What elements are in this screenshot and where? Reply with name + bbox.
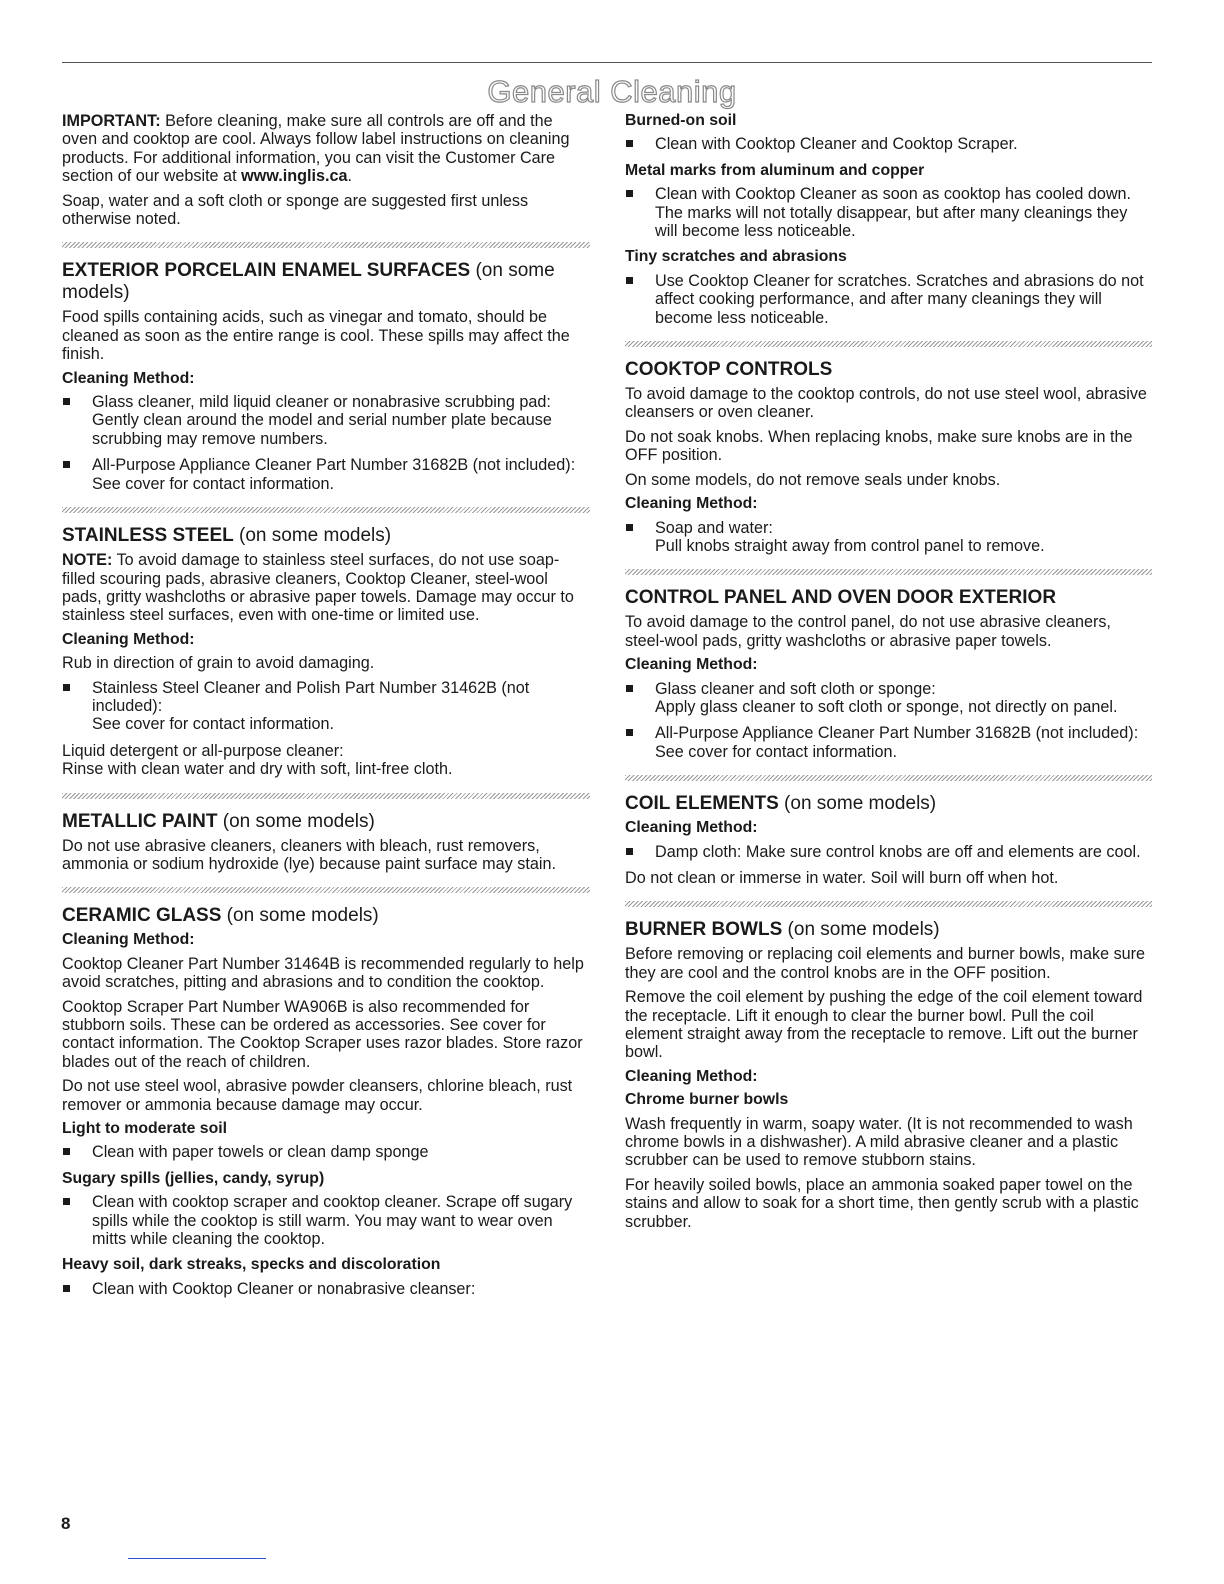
control-panel-method-label: Cleaning Method: <box>625 656 758 674</box>
control-panel-bullet1-a: Glass cleaner and soft cloth or sponge: <box>655 679 936 698</box>
metallic-title: METALLIC PAINT <box>62 810 218 832</box>
section-separator <box>625 775 1152 781</box>
list-item <box>625 519 1152 556</box>
important-period: . <box>347 167 353 186</box>
metallic-heading <box>62 811 590 833</box>
control-panel-bullet1-b: Apply glass cleaner to soft cloth or sponge, not directly on panel. <box>655 697 1118 716</box>
left-column <box>62 112 590 1306</box>
burner-bowls-p3: Wash frequently in warm, soapy water. (It is not recommended to wash chrome bowls in a dishwasher). A mild abrasive cleaner and a plastic scrubber can be used to remove stubborn stains. <box>625 1114 1133 1170</box>
ceramic-p3: Do not use steel wool, abrasive powder cleansers, chlorine bleach, rust remover or ammonia because damage may occur. <box>62 1077 573 1114</box>
control-panel-heading <box>625 587 1152 609</box>
tiny-scratches-label: Tiny scratches and abrasions <box>625 248 847 266</box>
burner-bowls-method-label: Cleaning Method: <box>625 1067 758 1085</box>
page-number: 8 <box>61 1514 71 1533</box>
important-paragraph <box>62 112 590 186</box>
list-item: Damp cloth: Make sure control knobs are off and elements are cool. <box>625 843 1152 861</box>
ceramic-method-label: Cleaning Method: <box>62 931 195 949</box>
control-panel-list <box>625 680 1152 762</box>
chrome-bowls-label: Chrome burner bowls <box>625 1091 789 1109</box>
website-link[interactable]: www.inglis.ca <box>241 167 348 186</box>
cooktop-controls-bullet-b: Pull knobs straight away from control panel to remove. <box>655 536 1045 555</box>
porcelain-method-list <box>62 393 590 493</box>
porcelain-bullet1-a: Glass cleaner, mild liquid cleaner or nonabrasive scrubbing pad: <box>92 393 551 412</box>
tiny-scratches-list <box>625 272 1152 327</box>
cooktop-controls-title: COOKTOP CONTROLS <box>625 359 833 381</box>
section-separator <box>62 793 590 799</box>
list-item: Clean with paper towels or clean damp sponge <box>62 1143 590 1161</box>
stainless-bullet1-b: See cover for contact information. <box>92 715 335 734</box>
light-soil-list <box>62 1143 590 1161</box>
list-item: Clean with cooktop scraper and cooktop cleaner. Scrape off sugary spills while the cooktop is still warm. You may want to wear oven mitts while cleaning the cooktop. <box>62 1193 590 1248</box>
porcelain-bullet2-a: All-Purpose Appliance Cleaner Part Number 31682B (not included): <box>92 456 576 475</box>
ceramic-p1: Cooktop Cleaner Part Number 31464B is recommended regularly to help avoid scratches, pitting and abrasions and to condition the cooktop. <box>62 954 584 992</box>
list-item: Clean with Cooktop Cleaner as soon as cooktop has cooled down. The marks will not totally disappear, but after many cleanings they will become less noticeable. <box>625 185 1152 240</box>
list-item <box>62 456 590 493</box>
ceramic-p2: Cooktop Scraper Part Number WA906B is also recommended for stubborn soils. These can be ordered as accessories. See cover for contact information. The Cooktop Scraper uses razor blades. Store razor blades out of the reach of children. <box>62 997 583 1071</box>
ceramic-suffix: (on some models) <box>221 905 379 927</box>
top-rule <box>62 62 1152 63</box>
right-column <box>625 112 1152 1237</box>
burner-bowls-title: BURNER BOWLS <box>625 919 783 941</box>
porcelain-suffix: (on some models) <box>62 260 555 304</box>
stainless-note-label: NOTE: <box>62 551 113 570</box>
bottom-line <box>128 1558 266 1559</box>
stainless-liquid <box>62 742 590 779</box>
stainless-title: STAINLESS STEEL <box>62 525 234 547</box>
stainless-rub: Rub in direction of grain to avoid damaging. <box>62 654 375 673</box>
section-separator <box>62 242 590 248</box>
coil-suffix: (on some models) <box>778 793 937 815</box>
stainless-bullet1-a: Stainless Steel Cleaner and Polish Part Number 31462B (not included): <box>92 678 530 715</box>
metal-marks-label: Metal marks from aluminum and copper <box>625 161 925 179</box>
section-separator <box>625 341 1152 347</box>
burner-bowls-p1: Before removing or replacing coil elements and burner bowls, make sure they are cool and the control knobs are in the OFF position. <box>625 945 1146 982</box>
control-panel-title: CONTROL PANEL AND OVEN DOOR EXTERIOR <box>625 587 1057 609</box>
important-text: Before cleaning, make sure all controls are off and the oven and cooktop are cool. Always follow label instructions on cleaning products. For additional information, you can visit the Customer Care section of our website at <box>62 112 570 186</box>
porcelain-title: EXTERIOR PORCELAIN ENAMEL SURFACES <box>62 260 471 282</box>
stainless-method-list <box>62 679 590 734</box>
metal-marks-list <box>625 185 1152 240</box>
porcelain-bullet2-b: See cover for contact information. <box>92 474 335 493</box>
section-separator <box>625 901 1152 907</box>
cooktop-controls-heading <box>625 359 1152 381</box>
coil-heading <box>625 793 1152 815</box>
stainless-liquid-b: Rinse with clean water and dry with soft, lint-free cloth. <box>62 760 453 779</box>
cooktop-controls-p1: To avoid damage to the cooktop controls, do not use steel wool, abrasive cleansers or oven cleaner. <box>625 385 1147 422</box>
list-item: Clean with Cooktop Cleaner or nonabrasive cleanser: <box>62 1280 590 1298</box>
stainless-note-text: To avoid damage to stainless steel surfaces, do not use soap-filled scouring pads, abrasive cleaners, Cooktop Cleaner, steel-wool pads, gritty washcloths or abrasive paper towels. Damage may occur to stainless steel surfaces, even with one-time or limited use. <box>62 551 574 625</box>
important-label: IMPORTANT: <box>62 112 161 130</box>
burner-bowls-p2: Remove the coil element by pushing the edge of the coil element toward the receptacle. Lift it enough to clear the burner bowl. Pull the coil element straight away from the receptacle to remove. Lift out the burner bowl. <box>625 988 1143 1062</box>
section-separator <box>62 887 590 893</box>
porcelain-text: Food spills containing acids, such as vinegar and tomato, should be cleaned as soon as the entire range is cool. These spills may affect the finish. <box>62 308 570 364</box>
burner-bowls-p4: For heavily soiled bowls, place an ammonia soaked paper towel on the stains and allow to soak for a short time, then gently scrub with a plastic scrubber. <box>625 1175 1139 1231</box>
list-item <box>625 724 1152 761</box>
burned-soil-label: Burned-on soil <box>625 112 737 129</box>
metallic-suffix: (on some models) <box>217 810 375 832</box>
control-panel-p1: To avoid damage to the control panel, do not use abrasive cleaners, steel-wool pads, gritty washcloths or abrasive paper towels. <box>625 613 1111 650</box>
coil-method-label: Cleaning Method: <box>625 819 758 837</box>
sugary-spills-list <box>62 1193 590 1248</box>
list-item <box>62 393 590 448</box>
list-item <box>62 679 590 734</box>
cooktop-controls-bullet-a: Soap and water: <box>655 518 773 537</box>
stainless-method-label: Cleaning Method: <box>62 630 195 648</box>
control-panel-bullet2-b: See cover for contact information. <box>655 742 898 761</box>
coil-list <box>625 843 1152 861</box>
cooktop-controls-method-label: Cleaning Method: <box>625 495 758 513</box>
control-panel-bullet2-a: All-Purpose Appliance Cleaner Part Number 31682B (not included): <box>655 724 1139 743</box>
stainless-heading <box>62 525 590 547</box>
cooktop-controls-list <box>625 519 1152 556</box>
stainless-liquid-a: Liquid detergent or all-purpose cleaner: <box>62 741 344 760</box>
heavy-soil-label: Heavy soil, dark streaks, specks and discoloration <box>62 1256 441 1274</box>
coil-p1: Do not clean or immerse in water. Soil will burn off when hot. <box>625 868 1059 887</box>
stainless-suffix: (on some models) <box>233 525 392 547</box>
coil-title: COIL ELEMENTS <box>625 793 779 815</box>
stainless-note <box>62 551 590 625</box>
list-item: Use Cooktop Cleaner for scratches. Scratches and abrasions do not affect cooking performance, and after many cleanings they will become less noticeable. <box>625 272 1152 327</box>
section-separator <box>625 569 1152 575</box>
cooktop-controls-p3: On some models, do not remove seals under knobs. <box>625 470 1001 489</box>
list-item <box>625 680 1152 717</box>
burner-bowls-suffix: (on some models) <box>782 919 940 941</box>
soap-paragraph: Soap, water and a soft cloth or sponge are suggested first unless otherwise noted. <box>62 191 529 229</box>
ceramic-heading <box>62 905 590 927</box>
sugary-spills-label: Sugary spills (jellies, candy, syrup) <box>62 1169 325 1187</box>
section-separator <box>62 507 590 513</box>
metallic-text: Do not use abrasive cleaners, cleaners with bleach, rust removers, ammonia or sodium hydroxide (lye) because paint surface may stain. <box>62 836 556 873</box>
porcelain-method-label: Cleaning Method: <box>62 369 195 387</box>
heavy-soil-list <box>62 1280 590 1298</box>
list-item: Clean with Cooktop Cleaner and Cooktop Scraper. <box>625 135 1152 153</box>
burned-soil-list <box>625 135 1152 153</box>
light-soil-label: Light to moderate soil <box>62 1120 227 1138</box>
porcelain-heading <box>62 260 590 304</box>
ceramic-title: CERAMIC GLASS <box>62 905 222 927</box>
porcelain-bullet1-b: Gently clean around the model and serial number plate because scrubbing may remove numbers. <box>92 411 552 448</box>
burner-bowls-heading <box>625 919 1152 941</box>
page-title: General Cleaning <box>487 74 737 109</box>
cooktop-controls-p2: Do not soak knobs. When replacing knobs, make sure knobs are in the OFF position. <box>625 427 1133 465</box>
